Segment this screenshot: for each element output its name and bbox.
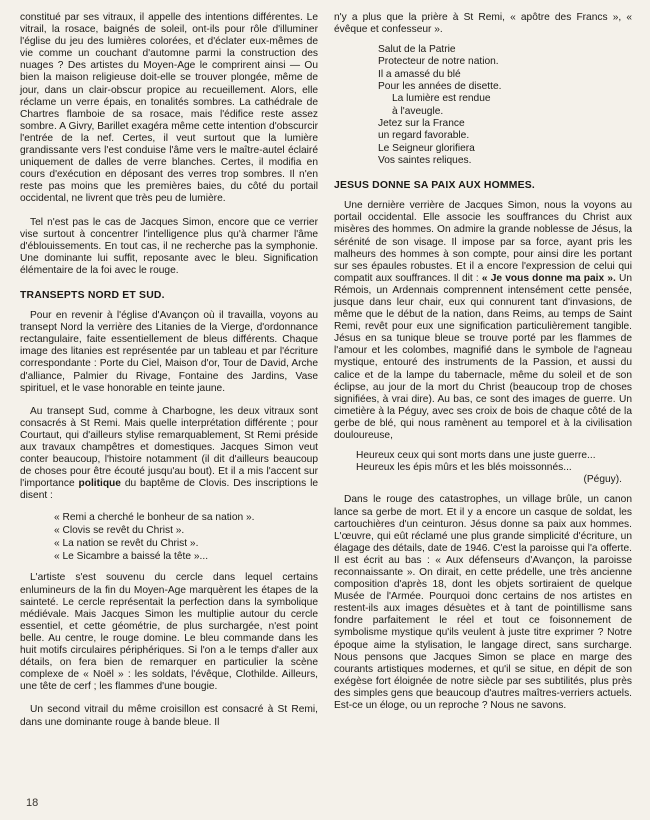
section-heading: TRANSEPTS NORD ET SUD.: [20, 289, 165, 301]
paragraph: L'artiste s'est souvenu du cercle dans lequel certains enlumineurs de la fin du Moyen-Age marquèrent les étapes de la sainteté. Le cercle représentait la perfection dans la symbolique médiévale. Mais Jacques Simon les multiplie autour du cercle essentiel, et cette géométrie, de plus surchargée, n'est point belle. Au centre, le rouge domine. Le bleu commande dans les huit motifs circulaires périphériques. Si l'on a le temps d'aller aux détails, on fera bien de remarquer en particulier la scène complexe de « Noël » : les soldats, l'évêque, Clothilde. Ailleurs, une tête de cerf ; les flammes d'une bougie.: [20, 572, 318, 693]
paragraph: Dans le rouge des catastrophes, un village brûle, un canon lance sa gerbe de mort. Et il y a encore un casque de soldat, les cartouchières d'un ceinturon. Jésus donne sa paix aux hommes. L'œuvre, qui eût réclamé une plus grande simplicité d'écriture, un élagage des détails, date de 1946. C'est la paroisse qui l'a offerte. Il est écrit au bas : « Aux défenseurs d'Avançon, la paroisse reconnaissante ». On dirait, en cette prédelle, une très ancienne composition d'après 18, dont les objets sortiraient de quelque Musée de l'Armée. Pourquoi donc certains de nos artistes en restent-ils aux images désuètes et à tant de pointillisme sans fondre parfaitement le réel et tout ce foisonnement de symbolisme mystique qu'ils veulent à juste titre exprimer ? Notre époque aime la stylisation, le langage direct, sans surcharge. Nous pensons que Jacques Simon se place en marge des courants artistiques modernes, et qu'il se situe, en dépit de son exégèse fort éloignée de notre siècle par ses subtilités, plus près des simples gens que beaucoup d'autres maîtres-verriers actuels. Est-ce un éloge, ou un reproche ? Nous ne savons.: [334, 494, 632, 711]
peguy-quote: [356, 450, 632, 486]
quote-line: Heureux ceux qui sont morts dans une juste guerre...: [356, 450, 596, 462]
paragraph: constitué par ses vitraux, il appelle des intentions différentes. Le vitrail, la rosace, baignés de soleil, ont-ils pour rôle d'illuminer l'église du jeu des lumières colorées, et d'éclater eux-mêmes de vie comme un couchant d'automne parmi la construction des nuages ? Des artistes du Moyen-Age le comprirent ainsi — Ou bien la maison religieuse doit-elle se trouver plongée, même de jour, dans un clair-obscur propice au recueillement. Alors, elle réclame un verre épais, en tonalités sombres. La cathédrale de Chartres flamboie de sa rosace, mais l'édifice reste assez sombre. A Givry, Barillet exagéra même cette intention d'obscurcir l'entrée de la nef. Certes, il veut surtout que la lumière grandissante vers l'est conduise l'âme vers le maître-autel éclairé uniquement de dalles de verre blanches. Certes, il modifia en cours d'exécution en déposant des verres trop sombres. Il n'en reste pas moins que les premières baies, du côté du portail occidental, ne livrent que très peu de lumière.: [20, 12, 318, 205]
text-run: Au transept Sud, comme à Charbogne, les deux vitraux sont consacrés à St Remi. Mais quelle interprétation différente ; pour Courtaut, qui d'ailleurs stylise remarquablement, St Remi préside aux travaux champêtres et domestiques. Jacques Simon veut conter beaucoup, l'histoire notamment (il dit d'ailleurs beaucoup de choses pour être écouté jusqu'au bout). Et il a mis l'accent sur l'importance: [20, 405, 318, 490]
verse-line: Vos saintes reliques.: [378, 154, 472, 166]
bold-word: politique: [78, 478, 121, 490]
inscription-list: [54, 511, 318, 563]
section-heading: JESUS DONNE SA PAIX AUX HOMMES.: [334, 180, 535, 192]
inscription-item: « Remi a cherché le bonheur de sa nation ».: [54, 512, 255, 524]
paragraph: [20, 406, 318, 503]
verse-line: Le Seigneur glorifiera: [378, 142, 475, 154]
quote-attribution: (Péguy).: [583, 474, 622, 486]
quote-line: Heureux les épis mûrs et les blés moissonnés...: [356, 462, 572, 474]
text-run: Un Rémois, un Ardennais comprennent intensément cette pensée, jusque dans leur chair, eux qui connurent tant d'invasions, de même que le début de la nation, dans Reims, au temps de Saint Remi, revêt pour eux une signification particulièrement tangible. Jésus en sa tunique bleue se trouve porté par les flammes de l'amour et les colombes, magnifié dans le symbole de l'agneau mystique, entouré des instruments de la Passion, et aussi du calice et de la lampe du tabernacle, même du soleil et de son éclipse, au jour de la mort du Christ (beaucoup trop de choses signifiées, à vrai dire). Au bas, ce sont des images de guerre. Un cimetière à la Péguy, avec ses croix de bois de chaque côté de la gerbe de blé, qui nous ramènent au temporel et à la civilisation douloureuse,: [334, 272, 633, 442]
inscription-item: « Le Sicambre a baissé la tête »...: [54, 551, 209, 563]
bold-quote: « Je vous donne ma paix ».: [481, 272, 616, 284]
paragraph: [334, 200, 632, 442]
inscription-item: « La nation se revêt du Christ ».: [54, 538, 199, 550]
verse-line: La lumière est rendue: [392, 93, 491, 105]
text-run: Une dernière verrière de Jacques Simon, nous la voyons au portail occidental. Elle associe les souffrances du Christ aux misères des hommes. On admire la grande noblesse de Jésus, la sérénité de son visage. Il impose par sa force, ayant pris les malheurs des hommes à son compte, pour ainsi dire les portant sur ses épaules robustes. Et il a encore l'expression de celui qui compatit aux souffrances. Il dit :: [334, 200, 632, 284]
verse-line: Il a amassé du blé: [378, 68, 461, 80]
verse-line: un regard favorable.: [378, 130, 470, 142]
page-number: 18: [26, 797, 39, 809]
verse-line: Salut de la Patrie: [378, 44, 456, 56]
paragraph: Tel n'est pas le cas de Jacques Simon, encore que ce verrier vise surtout à concentrer l'intelligence plus qu'à charmer l'âme d'éblouissements. En tout cas, il ne recherche pas la symphonie. Une dominante lui suffit, reposante avec le bleu. Signification élémentaire de la foi avec le rouge.: [20, 216, 318, 276]
text-run: du baptême de Clovis. Des inscriptions le disent :: [20, 478, 319, 502]
paragraph: n'y a plus que la prière à St Remi, « apôtre des Francs », « évêque et confesseur ».: [334, 12, 632, 36]
verse-line: à l'aveugle.: [392, 105, 444, 117]
paragraph: Un second vitrail du même croisillon est consacré à St Remi, dans une dominante rouge à bande bleue. Il: [20, 704, 318, 728]
prayer-verse: [378, 44, 632, 167]
verse-line: Pour les années de disette.: [378, 81, 502, 93]
paragraph: Pour en revenir à l'église d'Avançon où il travailla, voyons au transept Nord la verrière des Litanies de la Vierge, d'ordonnance rectangulaire, faite essentiellement de bleus différents. Chaque image des litanies est représentée par un tableau et par l'écriture correspondante : Porte du Ciel, Maison d'or, Tour de David, Arche d'alliance, Palmier du Rivage, Fontaine des Jardins, Vase spirituel, et le vase honorable en teinte jaune.: [20, 310, 318, 394]
left-column: [20, 12, 318, 729]
verse-line: Protecteur de notre nation.: [378, 56, 499, 68]
verse-line: Jetez sur la France: [378, 117, 465, 129]
right-column: [334, 12, 632, 712]
inscription-item: « Clovis se revêt du Christ ».: [54, 525, 185, 537]
